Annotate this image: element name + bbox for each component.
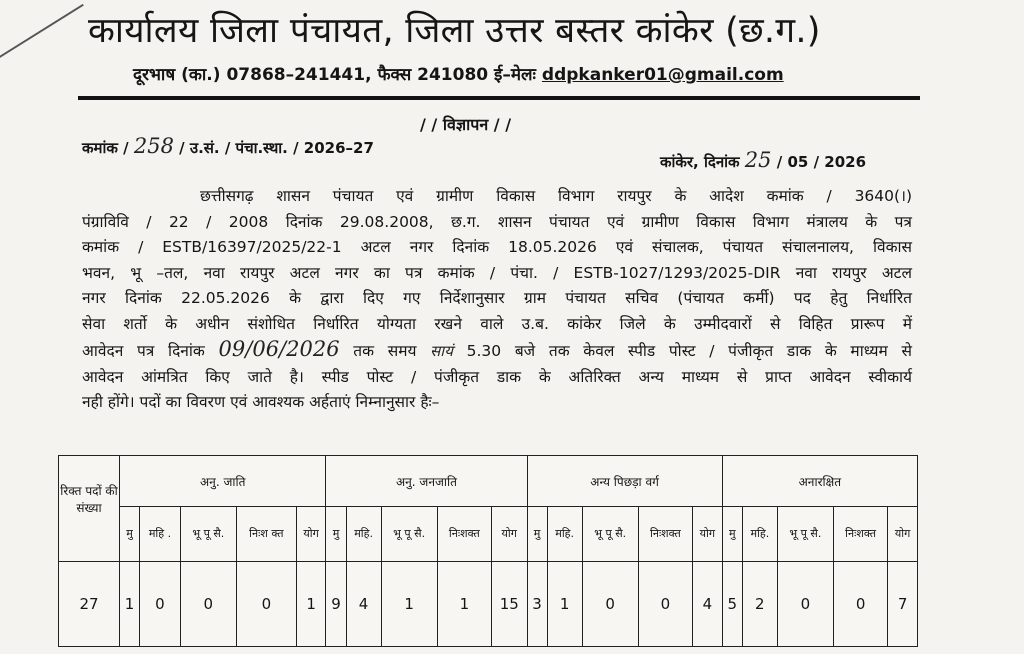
sub-header: योग — [492, 507, 527, 562]
notice-body — [82, 184, 912, 416]
value-cell: 3 — [527, 562, 547, 647]
value-cell: 5 — [722, 562, 742, 647]
body-line-9: नही होंगे। पदों का विवरण एवं आवश्यक अर्हताएं निम्नानुसार हैः– — [82, 393, 440, 411]
body-line-1: छत्तीसगढ़ शासन पंचायत एवं ग्रामीण विकास विभाग रायपुर के आदेश कमांक / 3640(।) — [200, 187, 912, 205]
value-cell: 4 — [346, 562, 381, 647]
sub-header: महि. — [742, 507, 777, 562]
group-st: अनु. जनजाति — [326, 456, 527, 507]
sub-header: भू पू सै. — [180, 507, 236, 562]
value-cell: 15 — [492, 562, 527, 647]
body-line-3: कमांक / ESTB/16397/2025/22-1 अटल नगर दिनांक 18.05.2026 एवं संचालक, पंचायत संचालनालय, विकास — [82, 238, 912, 256]
vacancy-table — [58, 455, 918, 647]
line7-mid: तक समय — [353, 342, 417, 360]
sub-header: योग — [296, 507, 326, 562]
value-cell: 0 — [833, 562, 887, 647]
evening-handwritten: सायं — [430, 342, 453, 360]
date-rest: / 05 / 2026 — [776, 153, 867, 171]
value-cell: 0 — [180, 562, 236, 647]
sub-header: निःश क्त — [236, 507, 296, 562]
value-cell: 0 — [236, 562, 296, 647]
sub-header: निःशक्त — [437, 507, 491, 562]
order-prefix: कमांक / — [82, 139, 129, 157]
sub-header: निःशक्त — [638, 507, 692, 562]
body-line-8: आवेदन आंमत्रित किए जाते है। स्पीड पोस्ट / पंजीकृत डाक के अतिरिक्त अन्य माध्यम से प्राप्त आवेदन स्वीकार्य — [82, 367, 912, 386]
contact-line — [133, 62, 784, 85]
sub-header: निःशक्त — [833, 507, 887, 562]
line7-prefix: आवेदन पत्र दिनांक — [82, 342, 205, 360]
sub-header: योग — [888, 507, 918, 562]
group-unreserved: अनारक्षित — [722, 456, 917, 507]
value-cell: 0 — [140, 562, 181, 647]
contact-phone-fax: दूरभाष (का.) 07868–241441, फैक्स 241080 ई–मेलः — [133, 65, 536, 85]
body-line-4: भवन, भू –तल, नवा रायपुर अटल नगर का पत्र कमांक / पंचा. / ESTB-1027/1293/2025-DIR नवा रायपुर अटल — [82, 263, 912, 282]
value-cell: 1 — [120, 562, 140, 647]
corner-pen-mark — [0, 4, 84, 64]
body-line-7 — [82, 337, 912, 365]
sub-header: भू पू सै. — [381, 507, 437, 562]
body-line-5: नगर दिनांक 22.05.2026 के द्वारा दिए गए निर्देशानुसार ग्राम पंचायत सचिव (पंचायत कर्मी) पद हेतु निर्धारित — [82, 289, 912, 307]
issue-date-line — [660, 148, 866, 172]
order-number-handwritten: 258 — [133, 134, 174, 158]
sub-header: मु — [722, 507, 742, 562]
value-cell: 4 — [693, 562, 723, 647]
body-line-6: सेवा शर्तो के अधीन संशोधित निर्धारित योग्यता रखने वाले उ.ब. कांकेर जिले के उम्मीदवारों से विहित प्रारूप में — [82, 314, 912, 333]
sub-header: भू पू सै. — [777, 507, 833, 562]
value-cell: 0 — [582, 562, 638, 647]
sub-header: मु — [120, 507, 140, 562]
date-prefix: कांकेर, दिनांक — [660, 153, 740, 171]
order-number-line — [82, 134, 374, 158]
value-cell: 0 — [638, 562, 692, 647]
value-cell: 0 — [777, 562, 833, 647]
sub-header: महि . — [140, 507, 181, 562]
value-cell: 1 — [547, 562, 582, 647]
total-vacancy-cell: 27 — [59, 562, 120, 647]
header-rule — [78, 96, 920, 100]
sub-header: योग — [693, 507, 723, 562]
value-cell: 7 — [888, 562, 918, 647]
date-day-handwritten: 25 — [744, 148, 772, 172]
contact-email[interactable]: ddpkanker01@gmail.com — [541, 65, 784, 85]
body-line-2: पंग्राविवि / 22 / 2008 दिनांक 29.08.2008, छ.ग. शासन पंचायत एवं ग्रामीण विकास विभाग मंत्रालय के पत्र — [82, 212, 912, 231]
group-obc: अन्य पिछड़ा वर्ग — [527, 456, 722, 507]
value-cell: 2 — [742, 562, 777, 647]
sub-header: भू पू सै. — [582, 507, 638, 562]
group-sc: अनु. जाति — [120, 456, 326, 507]
order-suffix: / उ.सं. / पंचा.स्था. / 2026–27 — [179, 139, 374, 157]
sub-header: मु — [326, 507, 346, 562]
value-cell: 1 — [296, 562, 326, 647]
line7-suffix: 5.30 बजे तक केवल स्पीड पोस्ट / पंजीकृत डाक के माध्यम से — [466, 342, 912, 360]
value-cell: 1 — [381, 562, 437, 647]
value-cell: 9 — [326, 562, 346, 647]
advertisement-heading: / / विज्ञापन / / — [420, 115, 512, 134]
sub-header: मु — [527, 507, 547, 562]
sub-header: महि. — [547, 507, 582, 562]
value-cell: 1 — [437, 562, 491, 647]
last-date-handwritten: 09/06/2026 — [218, 337, 340, 361]
sub-header: महि. — [346, 507, 381, 562]
vacancy-header: रिक्त पदों की संख्या — [59, 456, 120, 562]
office-title: कार्यालय जिला पंचायत, जिला उत्तर बस्तर कांकेर (छ.ग.) — [88, 11, 821, 51]
